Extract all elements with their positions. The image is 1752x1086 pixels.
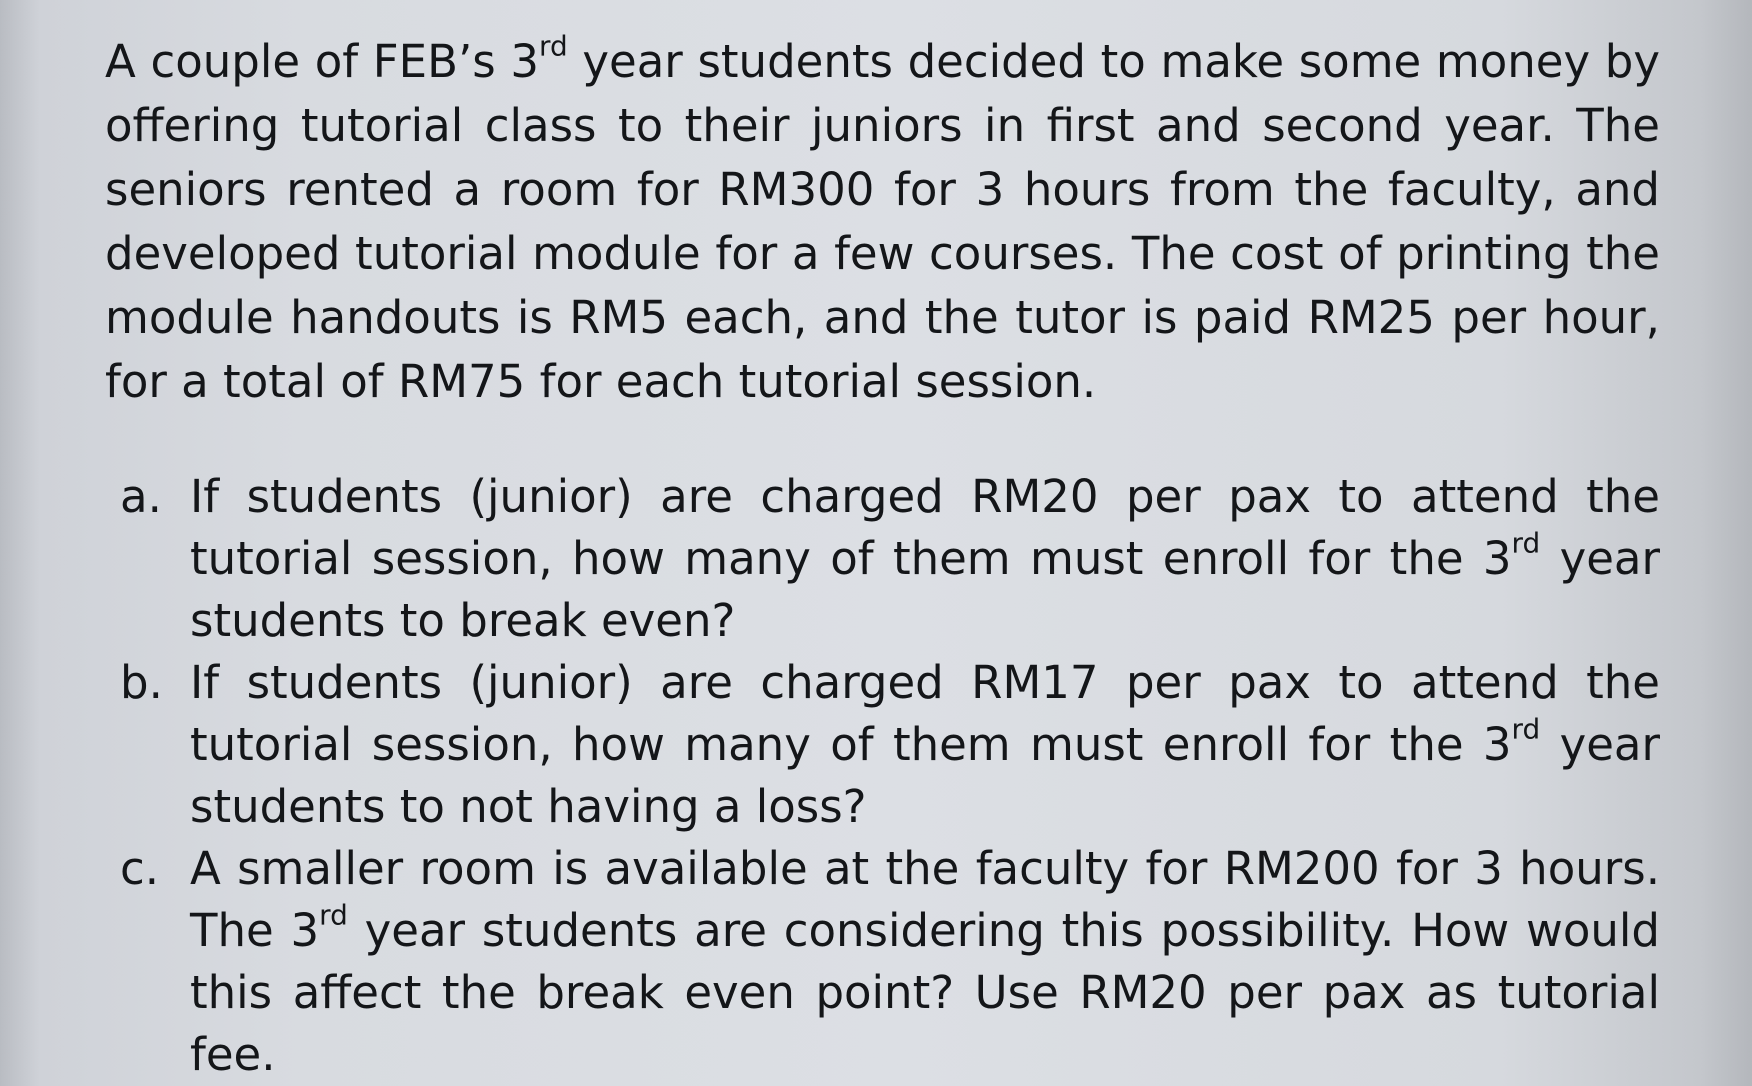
problem-text-rest: year students decided to make some money by offering tutorial class to their juniors in first and second year. The seniors rented a room for RM300 for 3 hours from the faculty, and developed tutorial module for a few courses. The cost of printing the module handouts is RM5 each, and the tutor is paid RM25 per hour, for a total of RM75 for each tutorial session. — [105, 35, 1660, 408]
question-text-start: A smaller room is available at the faculty for RM200 for 3 hours. The 3 — [190, 842, 1660, 957]
document-page — [105, 30, 1660, 1086]
question-b — [120, 652, 1660, 838]
question-text-start: If students (junior) are charged RM20 per pax to attend the tutorial session, how many of them must enroll for the 3 — [190, 470, 1660, 585]
ordinal-superscript: rd — [319, 898, 348, 932]
question-c — [120, 838, 1660, 1086]
question-text — [190, 838, 1660, 1086]
question-marker: c. — [120, 842, 160, 895]
question-a — [120, 466, 1660, 652]
question-marker: a. — [120, 470, 162, 523]
question-text-rest: year students to break even? — [190, 532, 1660, 647]
problem-text-start: A couple of FEB’s 3 — [105, 35, 540, 88]
ordinal-superscript: rd — [539, 29, 568, 63]
question-text-rest: year students are considering this possibility. How would this affect the break even point? Use RM20 per pax as tutorial fee. — [190, 904, 1660, 1081]
question-text — [190, 652, 1660, 838]
question-text — [190, 466, 1660, 652]
question-text-start: If students (junior) are charged RM17 per pax to attend the tutorial session, how many of them must enroll for the 3 — [190, 656, 1660, 771]
question-text-rest: year students to not having a loss? — [190, 718, 1660, 833]
question-list — [105, 466, 1660, 1086]
ordinal-superscript: rd — [1511, 526, 1541, 560]
question-marker: b. — [120, 656, 163, 709]
ordinal-superscript: rd — [1511, 712, 1541, 746]
problem-statement — [105, 30, 1660, 414]
